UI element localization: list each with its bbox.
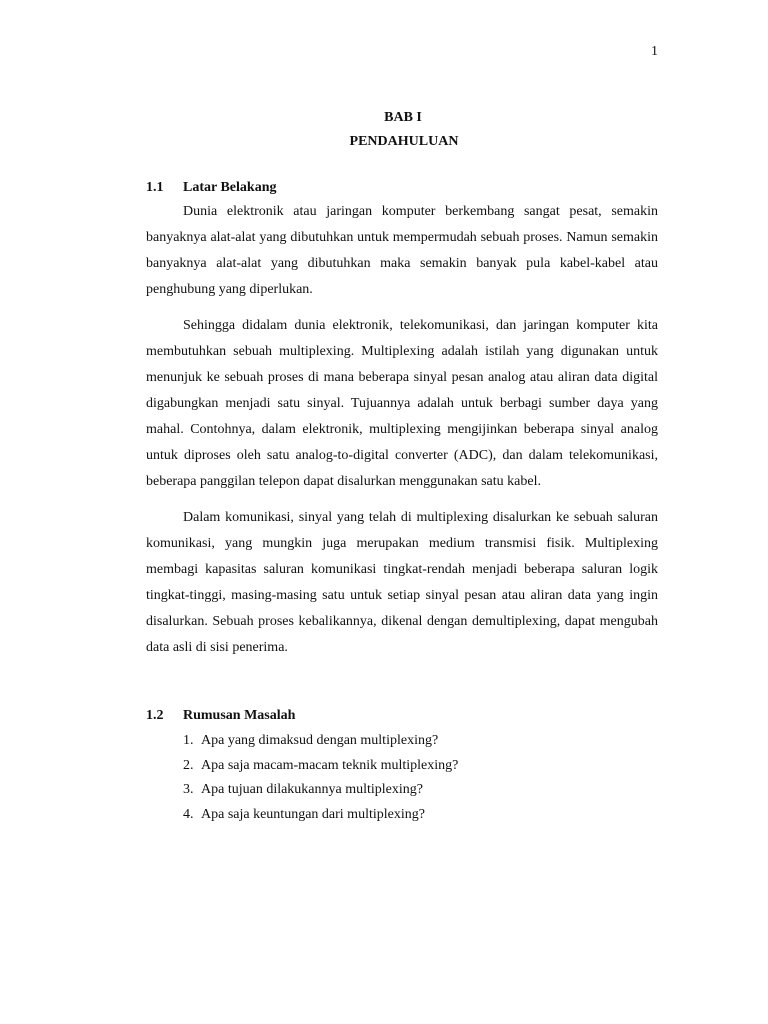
list-item-text: Apa yang dimaksud dengan multiplexing? [201, 733, 439, 748]
section-rumusan-masalah [146, 706, 658, 827]
list-item [183, 729, 658, 754]
list-item-number: 3. [183, 782, 194, 797]
section-title: Latar Belakang [183, 180, 277, 195]
section-number: 1.2 [146, 708, 164, 723]
list-item [183, 754, 658, 779]
list-item-text: Apa saja macam-macam teknik multiplexing? [201, 757, 459, 773]
page-number: 1 [651, 44, 658, 59]
list-item-text: Apa tujuan dilakukannya multiplexing? [201, 782, 424, 797]
section-heading [146, 178, 658, 198]
section-title: Rumusan Masalah [183, 708, 296, 723]
list-item-text: Apa saja keuntungan dari multiplexing? [201, 806, 425, 822]
paragraph: Sehingga didalam dunia elektronik, telekomunikasi, dan jaringan komputer kita membutuhkan sebuah multiplexing. Multiplexing adalah istilah yang digunakan untuk menunjuk ke sebuah proses di mana beberapa sinyal pesan analog atau aliran data digital digabungkan menjadi satu sinyal. Tujuannya adalah untuk berbagi sumber daya yang mahal. Contohnya, dalam elektronik, multiplexing mengijinkan beberapa sinyal analog untuk diproses oleh satu analog-to-digital converter (ADC), dan dalam telekomunikasi, beberapa panggilan telepon dapat disalurkan menggunakan satu kabel. [146, 318, 658, 489]
question-list [146, 729, 658, 827]
section-number: 1.1 [146, 180, 164, 195]
list-item [183, 803, 658, 828]
list-item-number: 4. [183, 806, 194, 822]
list-item [183, 778, 658, 803]
paragraph: Dalam komunikasi, sinyal yang telah di multiplexing disalurkan ke sebuah saluran komunikasi, yang mungkin juga merupakan medium transmisi fisik. Multiplexing membagi kapasitas saluran komunikasi tingkat-rendah menjadi beberapa saluran logik tingkat-tinggi, masing-masing satu untuk setiap sinyal pesan atau aliran data yang ingin disalurkan. Sebuah proses kebalikannya, dikenal dengan demultiplexing, dapat mengubah data asli di sisi penerima. [146, 510, 658, 655]
section-latar-belakang [146, 178, 658, 661]
chapter-title: PENDAHULUAN [349, 134, 459, 149]
chapter-label: BAB I [384, 110, 422, 125]
list-item-number: 2. [183, 757, 194, 773]
section-heading [146, 706, 658, 726]
list-item-number: 1. [183, 733, 194, 748]
paragraph: Dunia elektronik atau jaringan komputer berkembang sangat pesat, semakin banyaknya alat-alat yang dibutuhkan untuk mempermudah sebuah proses. Namun semakin banyaknya alat-alat yang dibutuhkan maka semakin banyak pula kabel-kabel atau penghubung yang diperlukan. [146, 204, 658, 297]
chapter-heading [0, 106, 768, 154]
